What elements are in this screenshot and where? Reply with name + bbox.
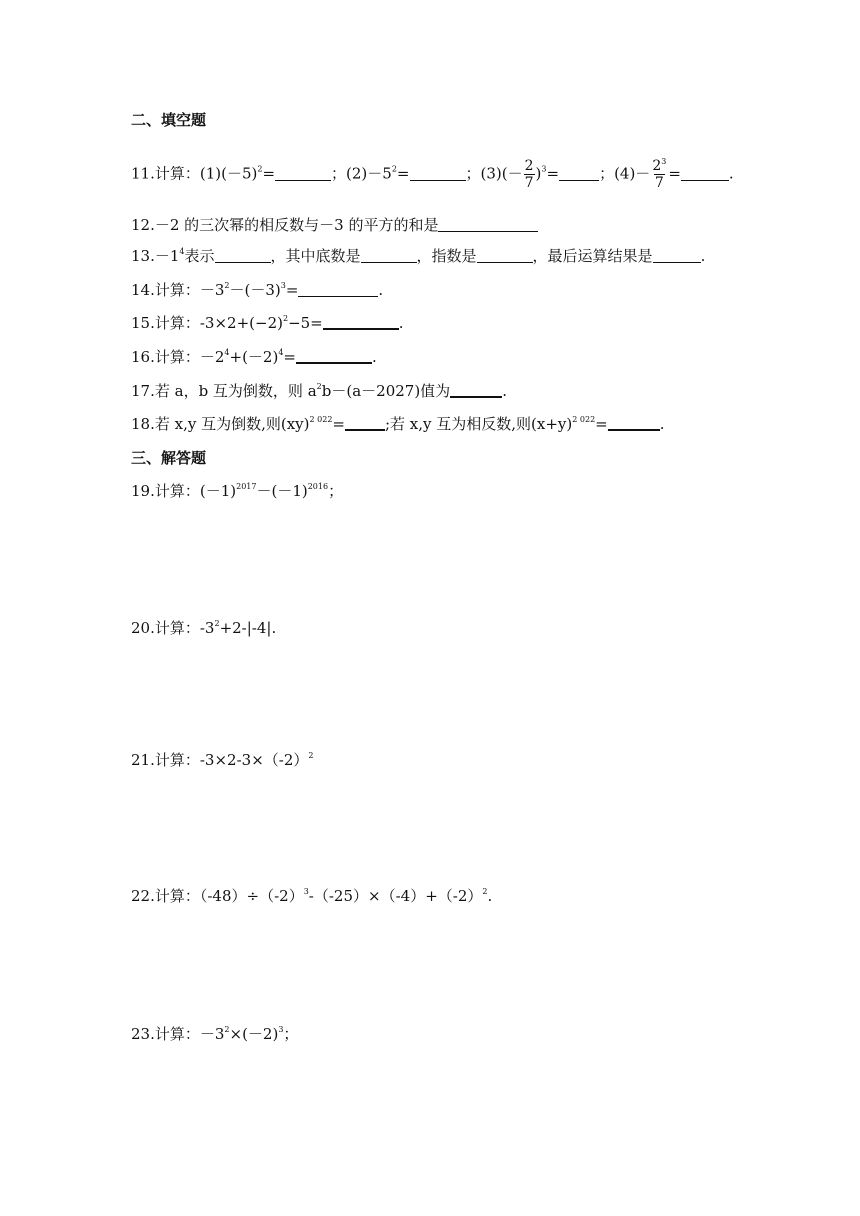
q14-exp: 3	[280, 281, 286, 290]
q11-text: =	[668, 164, 681, 183]
q11-text: =	[396, 164, 410, 183]
q16-text: =	[283, 348, 296, 366]
q19-text: 19.计算：(－1)	[131, 482, 237, 500]
q19-text: －(－1)	[256, 482, 308, 500]
answer-blank[interactable]	[608, 415, 660, 431]
answer-blank[interactable]	[653, 248, 701, 263]
question-22	[131, 886, 492, 906]
q19-text: ；	[328, 482, 344, 500]
q13-text: ，其中底数是	[270, 247, 361, 265]
q11-text: =	[262, 164, 276, 183]
q11-text: 11.计算：(1)(－5)	[131, 164, 258, 183]
q22-exp: 2	[482, 887, 488, 896]
answer-blank[interactable]	[345, 415, 385, 431]
question-12	[131, 215, 538, 235]
q13-text: .	[700, 247, 706, 265]
question-21	[131, 750, 313, 770]
q15-text: −5=	[288, 314, 323, 332]
q15-text: .	[398, 314, 404, 332]
q19-exp: 2017	[236, 482, 257, 491]
q12-text: 12.－2 的三次幂的相反数与－3 的平方的和是	[131, 216, 439, 234]
q21-text: 21.计算：-3×2-3×（-2）	[131, 751, 309, 769]
q18-exp: 2 022	[309, 415, 333, 424]
q17-text: b－(a－2027)值为	[321, 382, 451, 400]
q22-text: .	[487, 887, 493, 905]
question-17	[131, 381, 507, 401]
q13-text: ，最后运算结果是	[532, 247, 653, 265]
question-18	[131, 414, 665, 434]
q16-text: .	[372, 348, 377, 366]
q18-text: .	[659, 415, 665, 433]
q11-text: .	[728, 164, 734, 183]
fraction-numerator: 2	[524, 158, 534, 174]
answer-blank[interactable]	[410, 166, 466, 181]
q13-text: 13.－1	[131, 247, 180, 265]
q11-exp: 2	[391, 164, 397, 174]
q22-text: -（-25）×（-4）+（-2）	[308, 887, 483, 905]
q11-text: ；(3)(－	[465, 164, 523, 183]
section-answer-title: 三、解答题	[131, 449, 207, 467]
q23-text: ×(－2)	[229, 1025, 279, 1043]
q13-exp: 4	[179, 247, 185, 256]
fraction-denominator: 7	[524, 175, 534, 191]
q16-exp: 4	[224, 348, 230, 357]
q15-exp: 2	[282, 314, 289, 323]
q18-text: ;若 x,y 互为相反数,则(x+y)	[384, 415, 573, 433]
section-fill-title: 二、填空题	[131, 111, 207, 129]
fraction	[524, 158, 535, 191]
question-13	[131, 246, 705, 266]
answer-blank[interactable]	[323, 314, 399, 330]
q11-text: ；(2)－5	[331, 164, 392, 183]
question-16	[131, 347, 377, 367]
q16-exp: 4	[278, 348, 284, 357]
q19-exp: 2016	[307, 482, 329, 491]
answer-blank[interactable]	[681, 166, 729, 181]
question-20	[131, 618, 276, 638]
q23-text: ；	[283, 1025, 299, 1043]
q22-exp: 3	[303, 887, 309, 896]
question-15	[131, 313, 404, 333]
q11-exp: 3	[541, 164, 547, 174]
q11-text: )	[535, 164, 542, 183]
q17-exp: 2	[316, 382, 322, 391]
q20-text: +2-|-4|.	[219, 619, 277, 637]
q14-text: 14.计算：－3	[131, 281, 225, 299]
answer-blank[interactable]	[559, 166, 599, 181]
q18-text: 18.若 x,y 互为倒数,则(xy)	[131, 415, 310, 433]
fraction-denominator: 7	[654, 175, 664, 191]
question-14	[131, 280, 383, 300]
q23-text: 23.计算：－3	[131, 1025, 225, 1043]
q20-text: 20.计算：-3	[131, 619, 215, 637]
q13-text: ，指数是	[416, 247, 477, 265]
answer-blank[interactable]	[438, 217, 538, 232]
q16-text: 16.计算：－2	[131, 348, 225, 366]
answer-blank[interactable]	[450, 382, 502, 398]
q20-exp: 2	[214, 619, 220, 628]
q17-text: .	[502, 382, 507, 400]
q18-exp: 2 022	[572, 415, 596, 424]
q23-exp: 3	[278, 1025, 284, 1034]
answer-blank[interactable]	[298, 282, 378, 297]
q22-text: 22.计算：（-48）÷（-2）	[131, 887, 304, 905]
answer-blank[interactable]	[361, 248, 417, 263]
question-23	[131, 1024, 298, 1044]
q14-text: =	[285, 281, 299, 299]
question-19	[131, 481, 343, 501]
fraction-numerator: $2^3$	[652, 157, 667, 174]
answer-blank[interactable]	[275, 166, 331, 181]
answer-blank[interactable]	[477, 248, 533, 263]
q11-exp: 2	[257, 164, 263, 174]
q11-text: ；(4)－	[599, 164, 651, 183]
q13-text: 表示	[184, 247, 215, 265]
q14-text: .	[378, 281, 384, 299]
fraction	[651, 158, 667, 191]
q21-exp: 2	[308, 751, 314, 760]
question-11	[131, 158, 734, 191]
q15-text: 15.计算：-3×2+(−2)	[131, 314, 283, 332]
q14-text: －(－3)	[229, 281, 281, 299]
answer-blank[interactable]	[296, 348, 372, 364]
q11-text: =	[546, 164, 560, 183]
q14-exp: 2	[224, 281, 230, 290]
q18-text: =	[332, 415, 345, 433]
q16-text: +(－2)	[229, 348, 279, 366]
answer-blank[interactable]	[215, 248, 271, 263]
q17-text: 17.若 a，b 互为倒数，则 a	[131, 382, 317, 400]
q23-exp: 2	[224, 1025, 230, 1034]
q18-text: =	[595, 415, 608, 433]
